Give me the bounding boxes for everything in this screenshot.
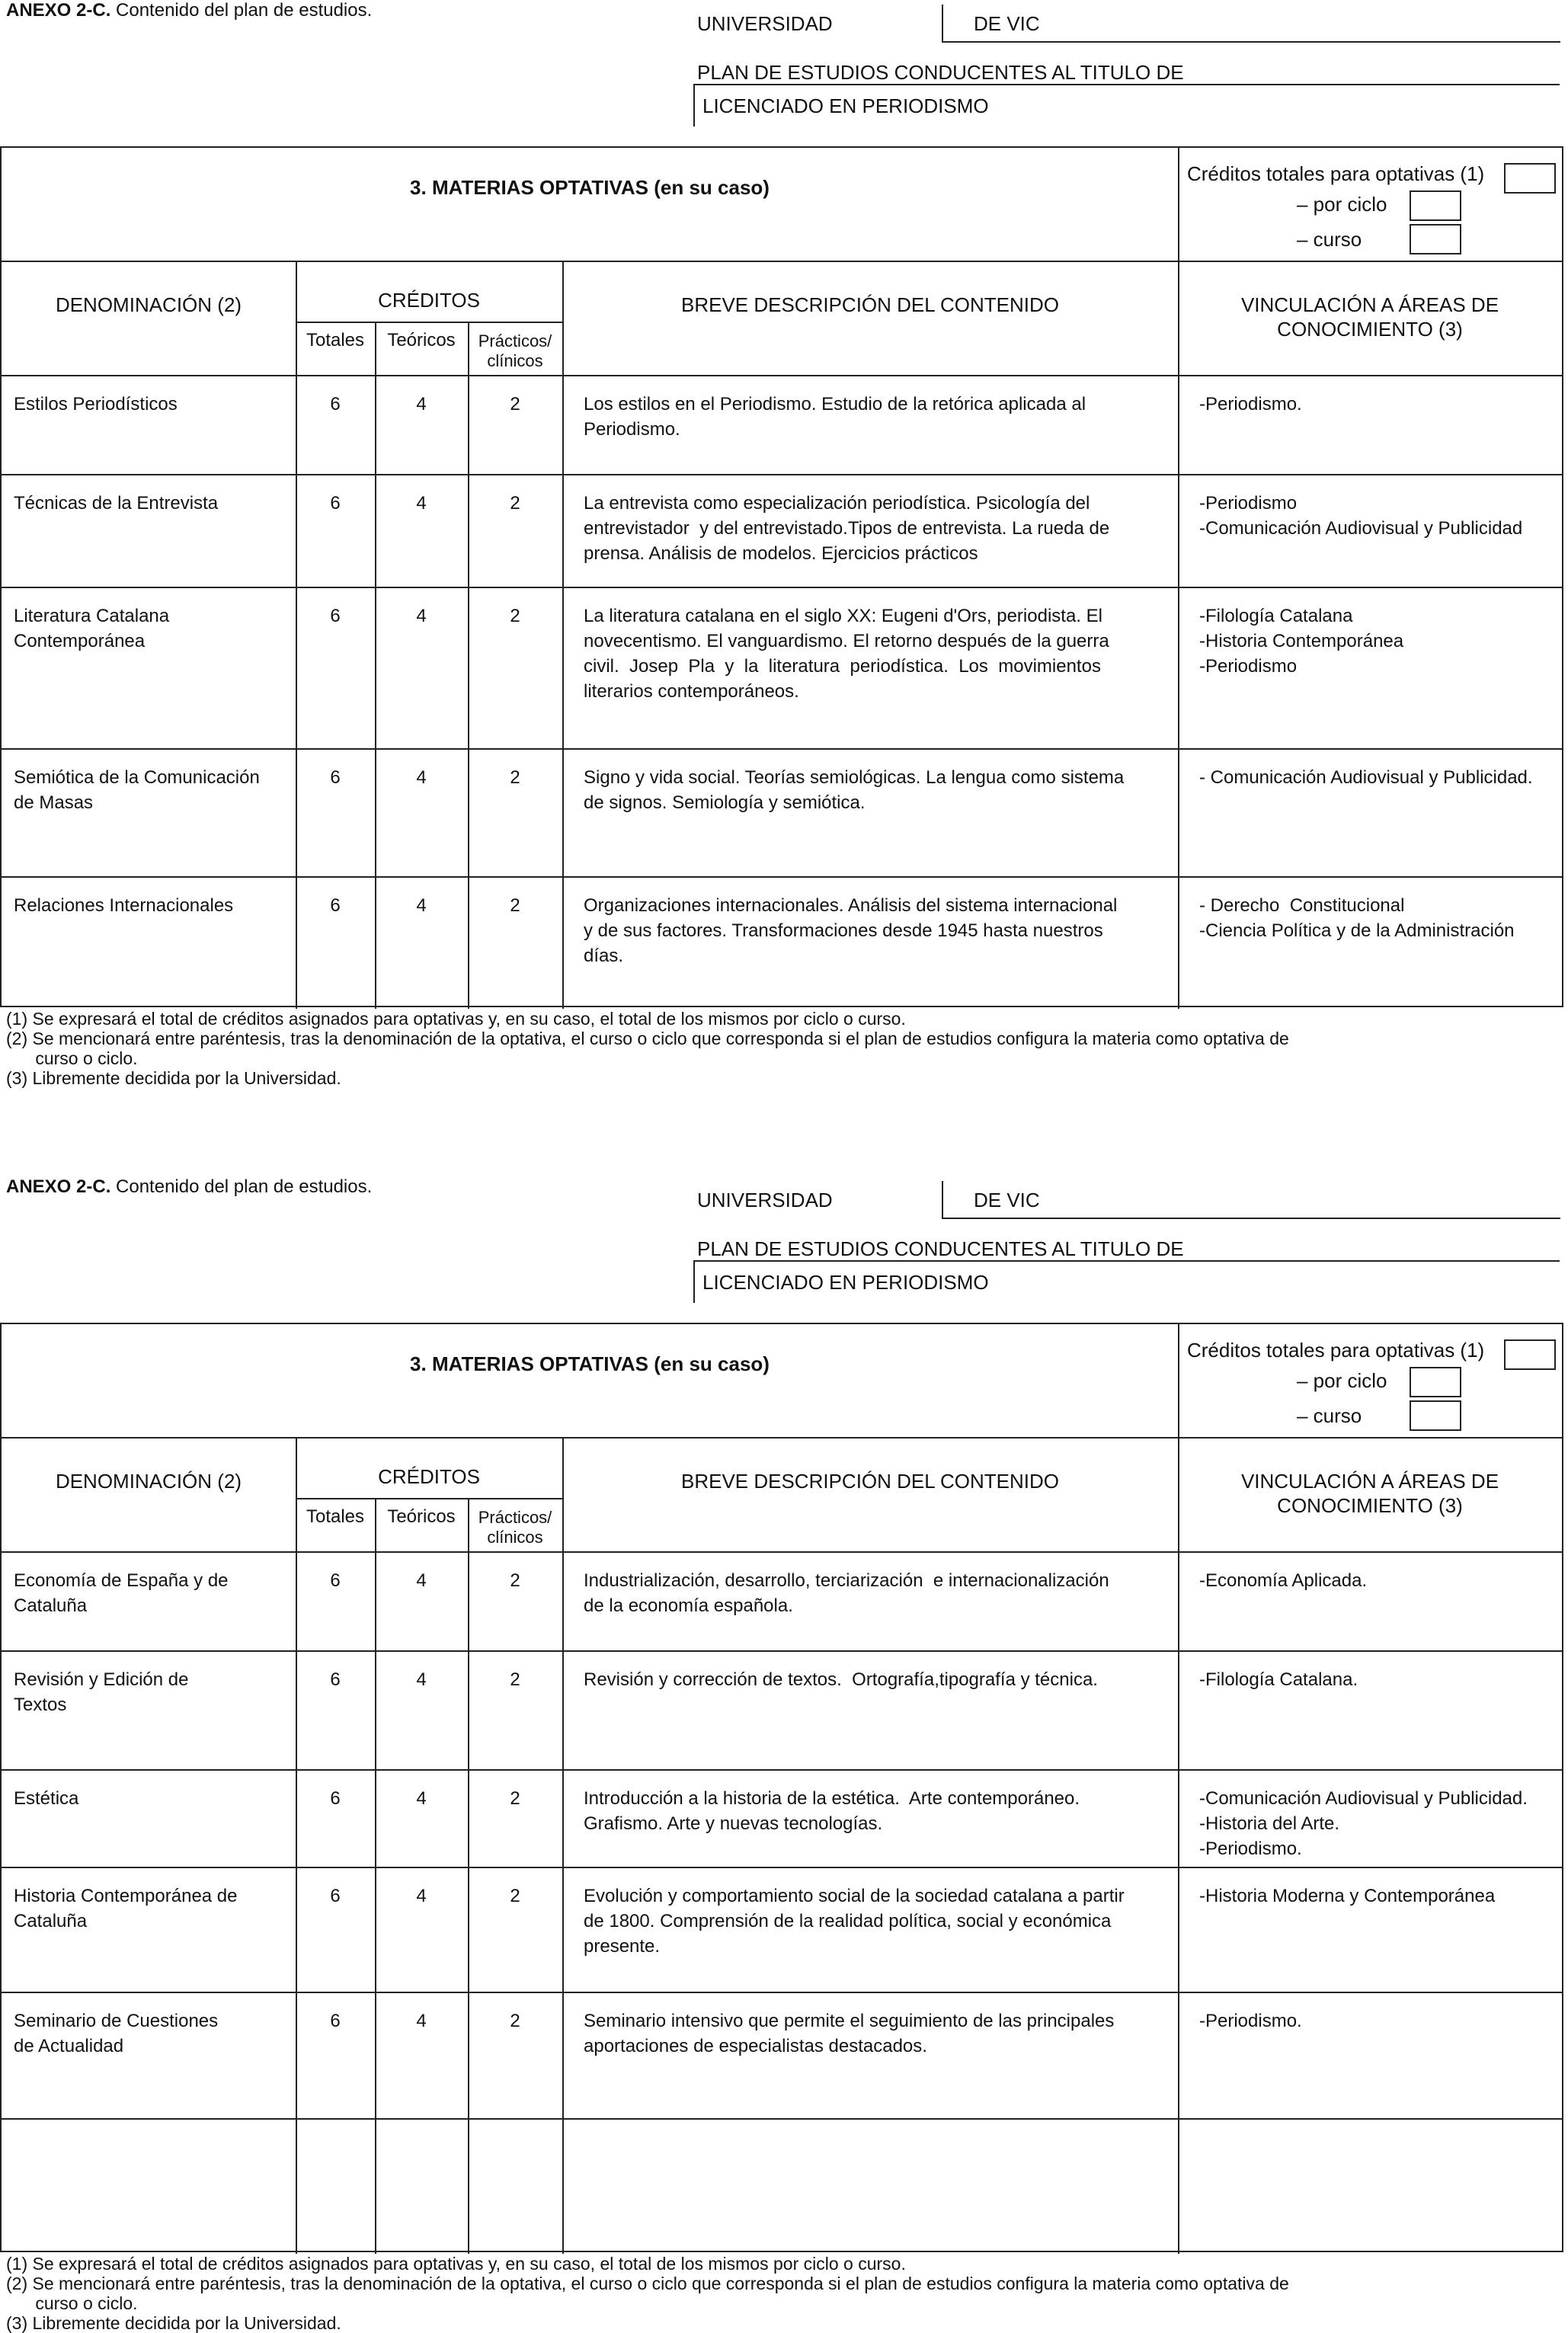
content-description: presente.	[584, 1936, 661, 1957]
knowledge-area: -Comunicación Audiovisual y Publicidad	[1199, 518, 1523, 539]
table-rule	[2, 1551, 1562, 1553]
content-description: La entrevista como especialización periodística. Psicología del	[584, 493, 1090, 514]
titulo-value: LICENCIADO EN PERIODISMO	[702, 1271, 989, 1294]
content-description: días.	[584, 946, 624, 966]
content-description: civil. Josep Pla y la literatura periodística. Los movimientos	[584, 656, 1101, 677]
col-teoricos: Teóricos	[387, 1506, 456, 1527]
table-rule	[2, 1769, 1562, 1771]
col-vinculacion: VINCULACIÓN A ÁREAS DE	[1240, 1470, 1499, 1493]
creditos-practicos: 2	[510, 1886, 520, 1906]
knowledge-area: - Comunicación Audiovisual y Publicidad.	[1199, 767, 1533, 788]
creditos-practicos: 2	[510, 394, 520, 414]
creditos-totales: 6	[330, 606, 341, 626]
footnote: curso o ciclo.	[6, 2293, 138, 2313]
titulo-value: LICENCIADO EN PERIODISMO	[702, 94, 989, 117]
titulo-box	[693, 1260, 1560, 1303]
por-ciclo-box	[1410, 190, 1461, 221]
col-descripcion: BREVE DESCRIPCIÓN DEL CONTENIDO	[680, 293, 1059, 316]
creditos-practicos: 2	[510, 606, 520, 626]
knowledge-area: -Historia Moderna y Contemporánea	[1199, 1886, 1496, 1906]
subject-name: Técnicas de la Entrevista	[14, 493, 219, 514]
col-clinicos: clínicos	[487, 351, 543, 370]
knowledge-area: -Economía Aplicada.	[1199, 1570, 1368, 1591]
creditos-practicos: 2	[510, 895, 520, 916]
annex-label: ANEXO 2-C.	[6, 1176, 111, 1197]
subject-name: Cataluña	[14, 1595, 88, 1616]
subject-name: Historia Contemporánea de	[14, 1886, 238, 1906]
creditos-teoricos: 4	[416, 895, 427, 916]
table-rule	[296, 1498, 562, 1499]
knowledge-area: -Filología Catalana	[1199, 606, 1353, 626]
col-vinculacion-2: CONOCIMIENTO (3)	[1277, 1494, 1463, 1517]
table-rule	[468, 322, 469, 1009]
titulo-box	[693, 84, 1560, 126]
subject-name: Literatura Catalana	[14, 606, 170, 626]
content-description: Grafismo. Arte y nuevas tecnologías.	[584, 1813, 883, 1834]
creditos-totales-label: Créditos totales para optativas (1)	[1187, 1339, 1485, 1362]
annex-label: ANEXO 2-C.	[6, 0, 111, 21]
table-rule	[2, 1867, 1562, 1868]
table-title: 3. MATERIAS OPTATIVAS (en su caso)	[410, 176, 770, 199]
annex-subtitle: Contenido del plan de estudios.	[110, 1176, 373, 1197]
creditos-totales: 6	[330, 1570, 341, 1591]
col-totales: Totales	[306, 1506, 365, 1527]
creditos-totales: 6	[330, 1886, 341, 1906]
subject-name: Revisión y Edición de	[14, 1669, 189, 1690]
content-description: Los estilos en el Periodismo. Estudio de la retórica aplicada al	[584, 394, 1086, 414]
subject-name: Contemporánea	[14, 631, 146, 651]
annex-subtitle: Contenido del plan de estudios.	[110, 0, 373, 21]
page-section	[0, 1176, 1568, 2333]
subject-name: Seminario de Cuestiones	[14, 2011, 219, 2031]
creditos-teoricos: 4	[416, 2011, 427, 2031]
knowledge-area: -Historia del Arte.	[1199, 1813, 1340, 1834]
por-ciclo-label: – por ciclo	[1297, 193, 1387, 216]
table-rule	[375, 322, 376, 1009]
col-teoricos: Teóricos	[387, 330, 456, 350]
subject-name: Relaciones Internacionales	[14, 895, 234, 916]
annex-heading	[6, 0, 372, 21]
creditos-practicos: 2	[510, 767, 520, 788]
table-rule	[296, 1437, 297, 2254]
creditos-practicos: 2	[510, 1788, 520, 1809]
content-description: Signo y vida social. Teorías semiológicas. La lengua como sistema	[584, 767, 1125, 788]
col-descripcion: BREVE DESCRIPCIÓN DEL CONTENIDO	[680, 1470, 1059, 1493]
table-rule	[2, 375, 1562, 376]
creditos-totales-box	[1504, 163, 1556, 194]
table-rule	[562, 1437, 564, 2254]
optativas-table	[0, 1323, 1563, 2252]
table-rule	[562, 261, 564, 1009]
universidad-label: UNIVERSIDAD	[697, 1189, 833, 1211]
content-description: de signos. Semiología y semiótica.	[584, 792, 866, 813]
footnote: (2) Se mencionará entre paréntesis, tras la denominación de la optativa, el curso o ciclo que corresponda si el plan de estudios configura la materia como optativa de	[6, 1029, 1289, 1048]
creditos-totales: 6	[330, 2011, 341, 2031]
curso-label: – curso	[1297, 1404, 1362, 1427]
col-creditos: CRÉDITOS	[378, 289, 480, 312]
knowledge-area: - Derecho Constitucional	[1199, 895, 1405, 916]
table-rule	[375, 1498, 376, 2254]
table-title: 3. MATERIAS OPTATIVAS (en su caso)	[410, 1352, 770, 1375]
col-totales: Totales	[306, 330, 365, 350]
table-rule	[2, 1437, 1562, 1439]
creditos-teoricos: 4	[416, 493, 427, 514]
col-creditos: CRÉDITOS	[378, 1465, 480, 1488]
table-rule	[296, 322, 562, 323]
subject-name: Textos	[14, 1695, 67, 1715]
footnote: (1) Se expresará el total de créditos asignados para optativas y, en su caso, el total de los mismos por ciclo o curso.	[6, 1009, 906, 1029]
col-practicos: Prácticos/	[478, 331, 552, 350]
content-description: entrevistador y del entrevistado.Tipos de entrevista. La rueda de	[584, 518, 1110, 539]
subject-name: de Masas	[14, 792, 94, 813]
page-section	[0, 0, 1568, 1128]
table-rule	[2, 261, 1562, 262]
table-rule	[1178, 148, 1179, 1009]
knowledge-area: -Periodismo.	[1199, 2011, 1302, 2031]
creditos-totales: 6	[330, 1788, 341, 1809]
creditos-totales: 6	[330, 394, 341, 414]
content-description: La literatura catalana en el siglo XX: Eugeni d'Ors, periodista. El	[584, 606, 1102, 626]
col-practicos: Prácticos/	[478, 1508, 552, 1527]
subject-name: de Actualidad	[14, 2036, 124, 2056]
subject-name: Estilos Periodísticos	[14, 394, 178, 414]
universidad-label: UNIVERSIDAD	[697, 12, 833, 35]
col-vinculacion: VINCULACIÓN A ÁREAS DE	[1240, 293, 1499, 316]
content-description: novecentismo. El vanguardismo. El retorno después de la guerra	[584, 631, 1109, 651]
curso-box	[1410, 224, 1461, 254]
curso-label: – curso	[1297, 228, 1362, 251]
creditos-totales-label: Créditos totales para optativas (1)	[1187, 162, 1485, 185]
creditos-teoricos: 4	[416, 1570, 427, 1591]
table-rule	[2, 876, 1562, 878]
creditos-totales: 6	[330, 1669, 341, 1690]
knowledge-area: -Periodismo.	[1199, 1839, 1302, 1859]
table-rule	[2, 1992, 1562, 1993]
footnotes	[6, 2254, 1289, 2333]
creditos-teoricos: 4	[416, 394, 427, 414]
universidad-box	[942, 5, 1560, 43]
footnote: curso o ciclo.	[6, 1048, 138, 1068]
creditos-teoricos: 4	[416, 1788, 427, 1809]
footnote: (3) Libremente decidida por la Universidad.	[6, 1068, 341, 1088]
creditos-totales: 6	[330, 493, 341, 514]
content-description: de 1800. Comprensión de la realidad política, social y económica	[584, 1911, 1112, 1931]
knowledge-area: -Periodismo	[1199, 493, 1298, 514]
content-description: Industrialización, desarrollo, terciarización e internacionalización	[584, 1570, 1109, 1591]
knowledge-area: -Periodismo	[1199, 656, 1298, 677]
universidad-value: DE VIC	[974, 1189, 1040, 1211]
knowledge-area: -Historia Contemporánea	[1199, 631, 1404, 651]
content-description: y de sus factores. Transformaciones desde 1945 hasta nuestros	[584, 920, 1103, 941]
col-vinculacion-2: CONOCIMIENTO (3)	[1277, 318, 1463, 341]
universidad-value: DE VIC	[974, 12, 1040, 35]
content-description: aportaciones de especialistas destacados.	[584, 2036, 927, 2056]
table-rule	[1178, 1324, 1179, 2254]
creditos-totales-box	[1504, 1339, 1556, 1370]
knowledge-area: -Comunicación Audiovisual y Publicidad.	[1199, 1788, 1528, 1809]
annex-heading	[6, 1176, 372, 1198]
col-clinicos: clínicos	[487, 1528, 543, 1547]
knowledge-area: -Ciencia Política y de la Administración	[1199, 920, 1515, 941]
footnotes	[6, 1009, 1289, 1088]
table-rule	[296, 261, 297, 1009]
optativas-table	[0, 146, 1563, 1007]
knowledge-area: -Filología Catalana.	[1199, 1669, 1358, 1690]
creditos-practicos: 2	[510, 1669, 520, 1690]
footnote: (1) Se expresará el total de créditos asignados para optativas y, en su caso, el total de los mismos por ciclo o curso.	[6, 2254, 906, 2274]
creditos-practicos: 2	[510, 2011, 520, 2031]
knowledge-area: -Periodismo.	[1199, 394, 1302, 414]
table-rule	[2, 2118, 1562, 2120]
content-description: Introducción a la historia de la estética. Arte contemporáneo.	[584, 1788, 1080, 1809]
creditos-totales: 6	[330, 767, 341, 788]
subject-name: Semiótica de la Comunicación	[14, 767, 260, 788]
table-rule	[468, 1498, 469, 2254]
table-rule	[2, 748, 1562, 750]
subject-name: Estética	[14, 1788, 79, 1809]
table-rule	[2, 587, 1562, 588]
table-rule	[2, 1650, 1562, 1652]
content-description: literarios contemporáneos.	[584, 681, 799, 702]
universidad-box	[942, 1181, 1560, 1219]
creditos-teoricos: 4	[416, 767, 427, 788]
footnote: (2) Se mencionará entre paréntesis, tras la denominación de la optativa, el curso o ciclo que corresponda si el plan de estudios configura la materia como optativa de	[6, 2274, 1289, 2293]
table-rule	[2, 474, 1562, 475]
creditos-teoricos: 4	[416, 606, 427, 626]
content-description: prensa. Análisis de modelos. Ejercicios prácticos	[584, 543, 978, 564]
subject-name: Economía de España y de	[14, 1570, 229, 1591]
creditos-practicos: 2	[510, 493, 520, 514]
col-denominacion: DENOMINACIÓN (2)	[55, 293, 242, 316]
col-denominacion: DENOMINACIÓN (2)	[55, 1470, 242, 1493]
content-description: Periodismo.	[584, 419, 680, 440]
por-ciclo-box	[1410, 1367, 1461, 1397]
content-description: Seminario intensivo que permite el seguimiento de las principales	[584, 2011, 1115, 2031]
creditos-practicos: 2	[510, 1570, 520, 1591]
content-description: Evolución y comportamiento social de la sociedad catalana a partir	[584, 1886, 1125, 1906]
content-description: Revisión y corrección de textos. Ortografía,tipografía y técnica.	[584, 1669, 1098, 1690]
content-description: Organizaciones internacionales. Análisis del sistema internacional	[584, 895, 1118, 916]
plan-label: PLAN DE ESTUDIOS CONDUCENTES AL TITULO DE	[697, 61, 1184, 84]
content-description: de la economía española.	[584, 1595, 793, 1616]
creditos-totales: 6	[330, 895, 341, 916]
footnote: (3) Libremente decidida por la Universidad.	[6, 2313, 341, 2333]
creditos-teoricos: 4	[416, 1669, 427, 1690]
por-ciclo-label: – por ciclo	[1297, 1369, 1387, 1392]
creditos-teoricos: 4	[416, 1886, 427, 1906]
subject-name: Cataluña	[14, 1911, 88, 1931]
curso-box	[1410, 1400, 1461, 1431]
plan-label: PLAN DE ESTUDIOS CONDUCENTES AL TITULO DE	[697, 1237, 1184, 1260]
